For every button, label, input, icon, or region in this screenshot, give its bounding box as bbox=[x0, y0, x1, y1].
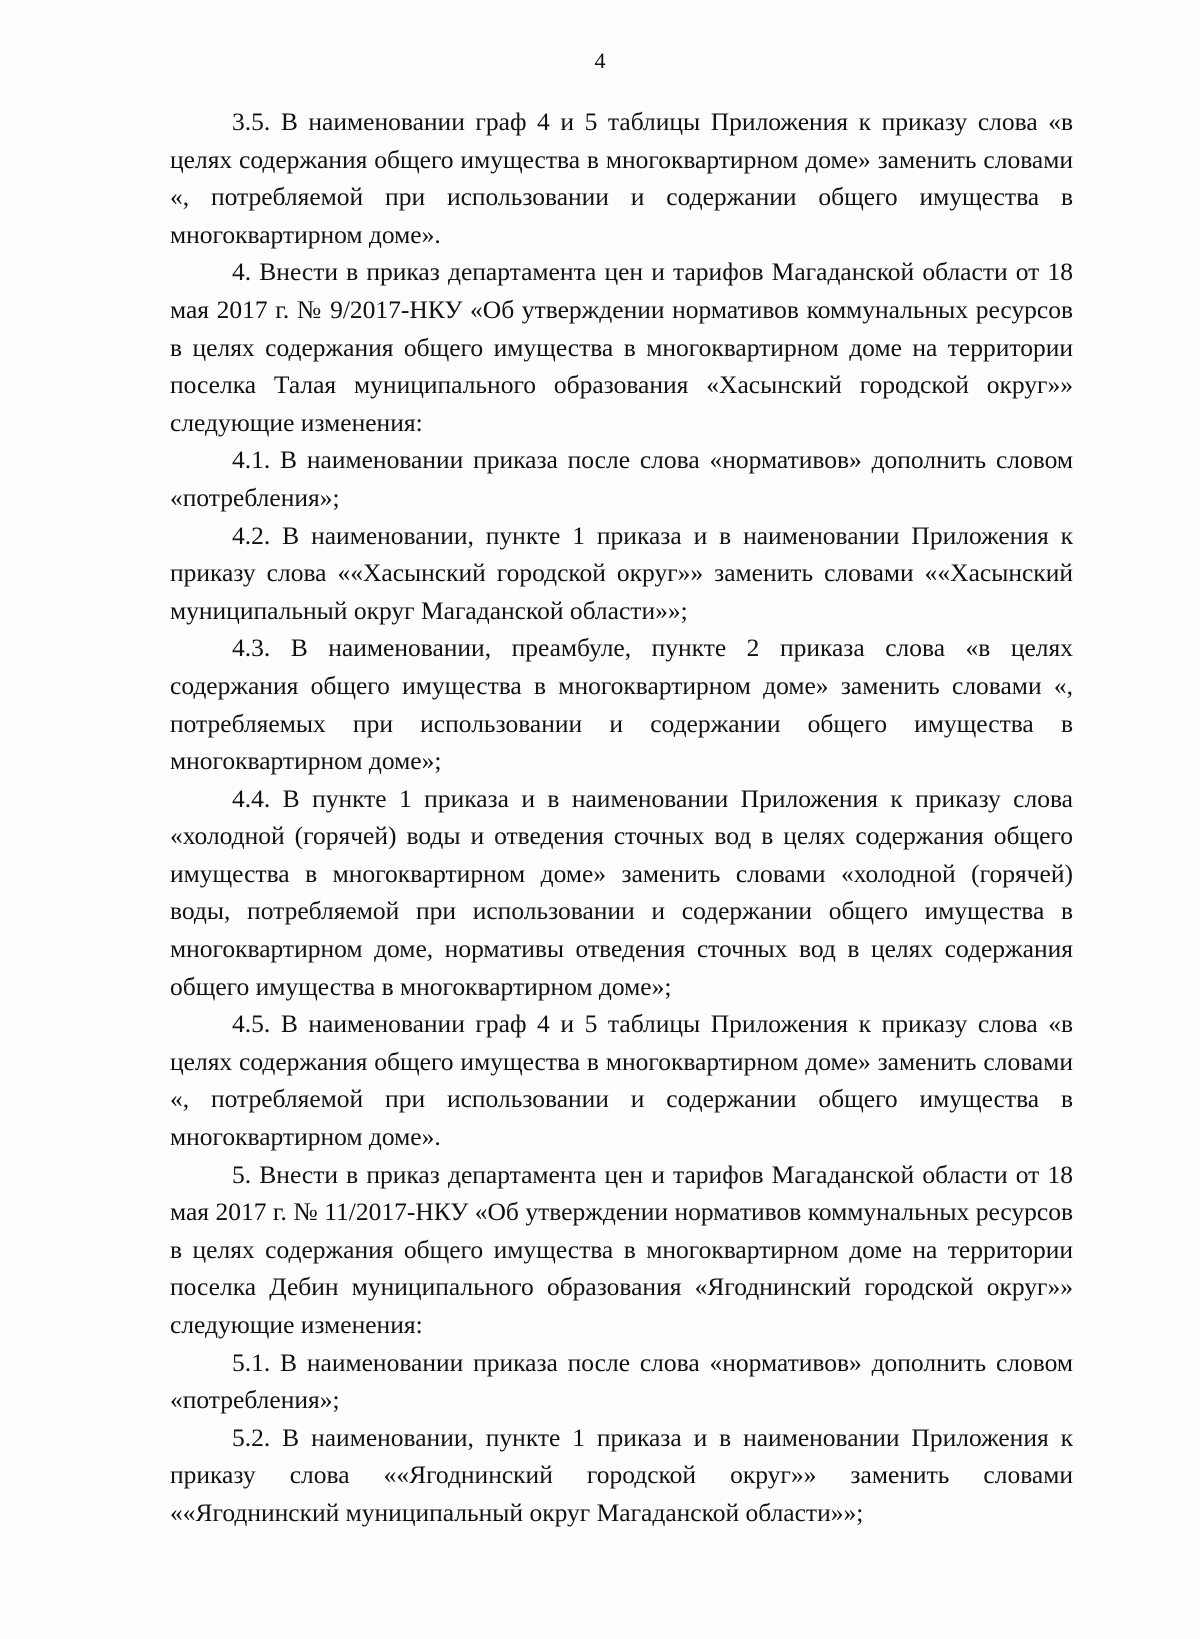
paragraph-5-1: 5.1. В наименовании приказа после слова «нормативов» дополнить словом «потребления»; bbox=[170, 1347, 1073, 1415]
paragraph-4-3: 4.3. В наименовании, преамбуле, пункте 2 приказа слова «в целях содержания общего имущества в многоквартирном доме» заменить словами «, потребляемых при использовании и содержании общего имущества в многоквартирном доме»; bbox=[170, 633, 1073, 776]
paragraph-5-2: 5.2. В наименовании, пункте 1 приказа и в наименовании Приложения к приказу слова ««Ягоднинский городской округ»» заменить словами ««Ягоднинский муниципальный округ Магаданской области»»; bbox=[170, 1422, 1073, 1527]
paragraph-3-5: 3.5. В наименовании граф 4 и 5 таблицы Приложения к приказу слова «в целях содержания общего имущества в многоквартирном доме» заменить словами «, потребляемой при использовании и содержании общего имущества в многоквартирном доме». bbox=[170, 107, 1073, 249]
document-body bbox=[170, 103, 1073, 1532]
paragraph-4-2: 4.2. В наименовании, пункте 1 приказа и в наименовании Приложения к приказу слова ««Хасынский городской округ»» заменить словами ««Хасынский муниципальный округ Магаданской области»»; bbox=[170, 520, 1073, 625]
paragraph-4-1: 4.1. В наименовании приказа после слова «нормативов» дополнить словом «потребления»; bbox=[170, 445, 1073, 512]
paragraph-5: 5. Внести в приказ департамента цен и тарифов Магаданской области от 18 мая 2017 г. № 11/2017-НКУ «Об утверждении нормативов коммунальных ресурсов в целях содержания общего имущества в многоквартирном доме на территории поселка Дебин муниципального образования «Ягоднинский городской округ»» следующие изменения: bbox=[170, 1159, 1073, 1339]
paragraph-4-5: 4.5. В наименовании граф 4 и 5 таблицы Приложения к приказу слова «в целях содержания общего имущества в многоквартирном доме» заменить словами «, потребляемой при использовании и содержании общего имущества в многоквартирном доме». bbox=[170, 1009, 1073, 1152]
page-number: 4 bbox=[594, 48, 606, 73]
paragraph-4-4: 4.4. В пункте 1 приказа и в наименовании Приложения к приказу слова «холодной (горячей) воды и отведения сточных вод в целях содержания общего имущества в многоквартирном доме» заменить словами «холодной (горячей) воды, потребляемой при использовании и содержании общего имущества в многоквартирном доме, нормативы отведения сточных вод в целях содержания общего имущества в многоквартирном доме»; bbox=[170, 783, 1073, 1001]
paragraph-4: 4. Внести в приказ департамента цен и тарифов Магаданской области от 18 мая 2017 г. № 9/2017-НКУ «Об утверждении нормативов коммунальных ресурсов в целях содержания общего имущества в многоквартирном доме на территории поселка Талая муниципального образования «Хасынский городской округ»» следующие изменения: bbox=[170, 257, 1073, 437]
